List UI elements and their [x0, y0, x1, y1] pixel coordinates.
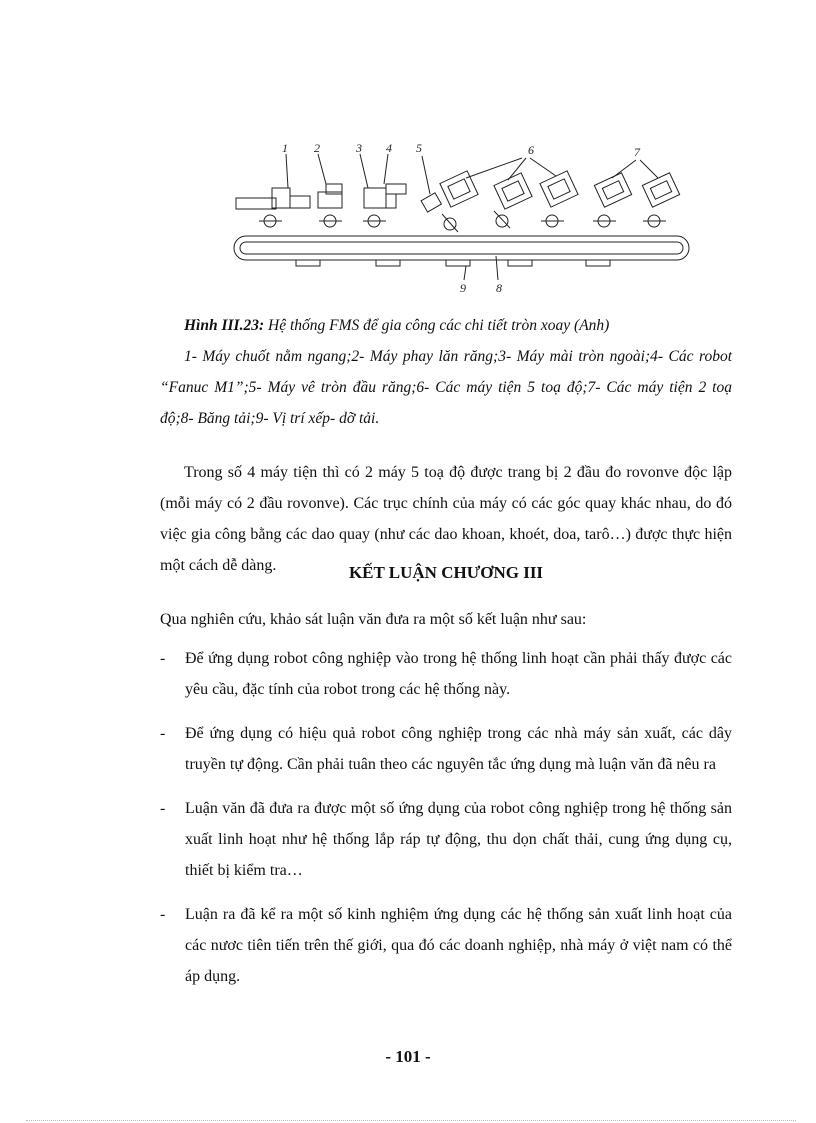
list-item	[160, 899, 732, 992]
conveyor-outer	[234, 236, 689, 260]
figure-caption	[160, 310, 732, 434]
list-item	[160, 718, 732, 780]
lathe-2-axis-a	[594, 173, 631, 207]
caption-label: Hình III.23:	[184, 317, 265, 334]
diagram-label-7: 7	[634, 145, 640, 159]
list-item-text: Luận văn đã đưa ra được một số ứng dụng của robot công nghiệp trong hệ thống sản xuất linh hoạt như hệ thống lắp ráp tự động, thu dọn chất thải, cung ứng dụng cụ, thiết bị kiểm tra…	[185, 800, 732, 879]
diagram-label-3: 3	[356, 141, 362, 155]
caption-title: Hệ thống FMS để gia công các chi tiết tròn xoay (Anh)	[264, 317, 610, 334]
lathe-5-axis-c	[540, 171, 578, 207]
lathe-2-axis-b	[642, 173, 679, 207]
machine-grinding	[364, 188, 386, 208]
footer-divider	[26, 1120, 796, 1121]
caption-title-line	[160, 310, 732, 341]
intro-text: Qua nghiên cứu, khảo sát luận văn đưa ra một số kết luận như sau:	[160, 611, 587, 628]
diagram-label-6: 6	[528, 143, 534, 157]
bullet-marker: -	[160, 906, 166, 923]
fms-diagram-drawing	[226, 138, 696, 298]
bullet-marker: -	[160, 800, 166, 817]
caption-legend: 1- Máy chuốt nằm ngang;2- Máy phay lăn răng;3- Máy mài tròn ngoài;4- Các robot “Fanuc M1”;5- Máy vê tròn đầu răng;6- Các máy tiện 5 toạ độ;7- Các máy tiện 2 toạ độ;8- Băng tải;9- Vị trí xếp- dỡ tải.	[160, 348, 732, 427]
conclusion-list	[160, 643, 732, 1005]
machine-broaching-body	[236, 198, 276, 209]
diagram-label-2: 2	[314, 141, 320, 155]
diagram-label-4: 4	[386, 141, 392, 155]
diagram-label-9: 9	[460, 281, 466, 295]
page-number: - 101 -	[385, 1047, 431, 1066]
bullet-marker: -	[160, 650, 166, 667]
section-heading: KẾT LUẬN CHƯƠNG III	[348, 563, 544, 582]
list-item	[160, 793, 732, 886]
robot-row	[259, 211, 666, 232]
machine-chamfer	[421, 193, 441, 212]
lathe-5-axis-a	[440, 171, 478, 207]
bullet-marker: -	[160, 725, 166, 742]
conveyor-inner	[240, 242, 683, 254]
body-paragraph: Trong số 4 máy tiện thì có 2 máy 5 toạ độ được trang bị 2 đầu đo rovonve độc lập (mỗi máy có 2 đầu rovonve). Các trục chính của máy có các góc quay khác nhau, do đó việc gia công bằng các dao quay (như các dao khoan, khoét, doa, tarô…) được thực hiện một cách dễ dàng.	[160, 464, 732, 574]
list-item-text: Luận ra đã kể ra một số kinh nghiệm ứng dụng các hệ thống sản xuất linh hoạt của các nươc tiên tiến trên thế giới, qua đó các doanh nghiệp, nhà máy ở việt nam có thể áp dụng.	[185, 906, 732, 985]
list-item	[160, 643, 732, 705]
diagram-label-1: 1	[282, 141, 288, 155]
diagram-label-8: 8	[496, 281, 502, 295]
list-item-text: Để ứng dụng robot công nghiệp vào trong hệ thống linh hoạt cần phải thấy được các yêu cầu, đặc tính của robot trong các hệ thống này.	[185, 650, 732, 698]
lathe-5-axis-b	[494, 173, 532, 209]
list-item-text: Để ứng dụng có hiệu quả robot công nghiệp trong các nhà máy sản xuất, các dây truyền tự động. Cần phải tuân theo các nguyên tắc ứng dụng mà luận văn đã nêu ra	[185, 725, 732, 773]
fms-diagram	[226, 138, 696, 298]
diagram-label-5: 5	[416, 141, 422, 155]
